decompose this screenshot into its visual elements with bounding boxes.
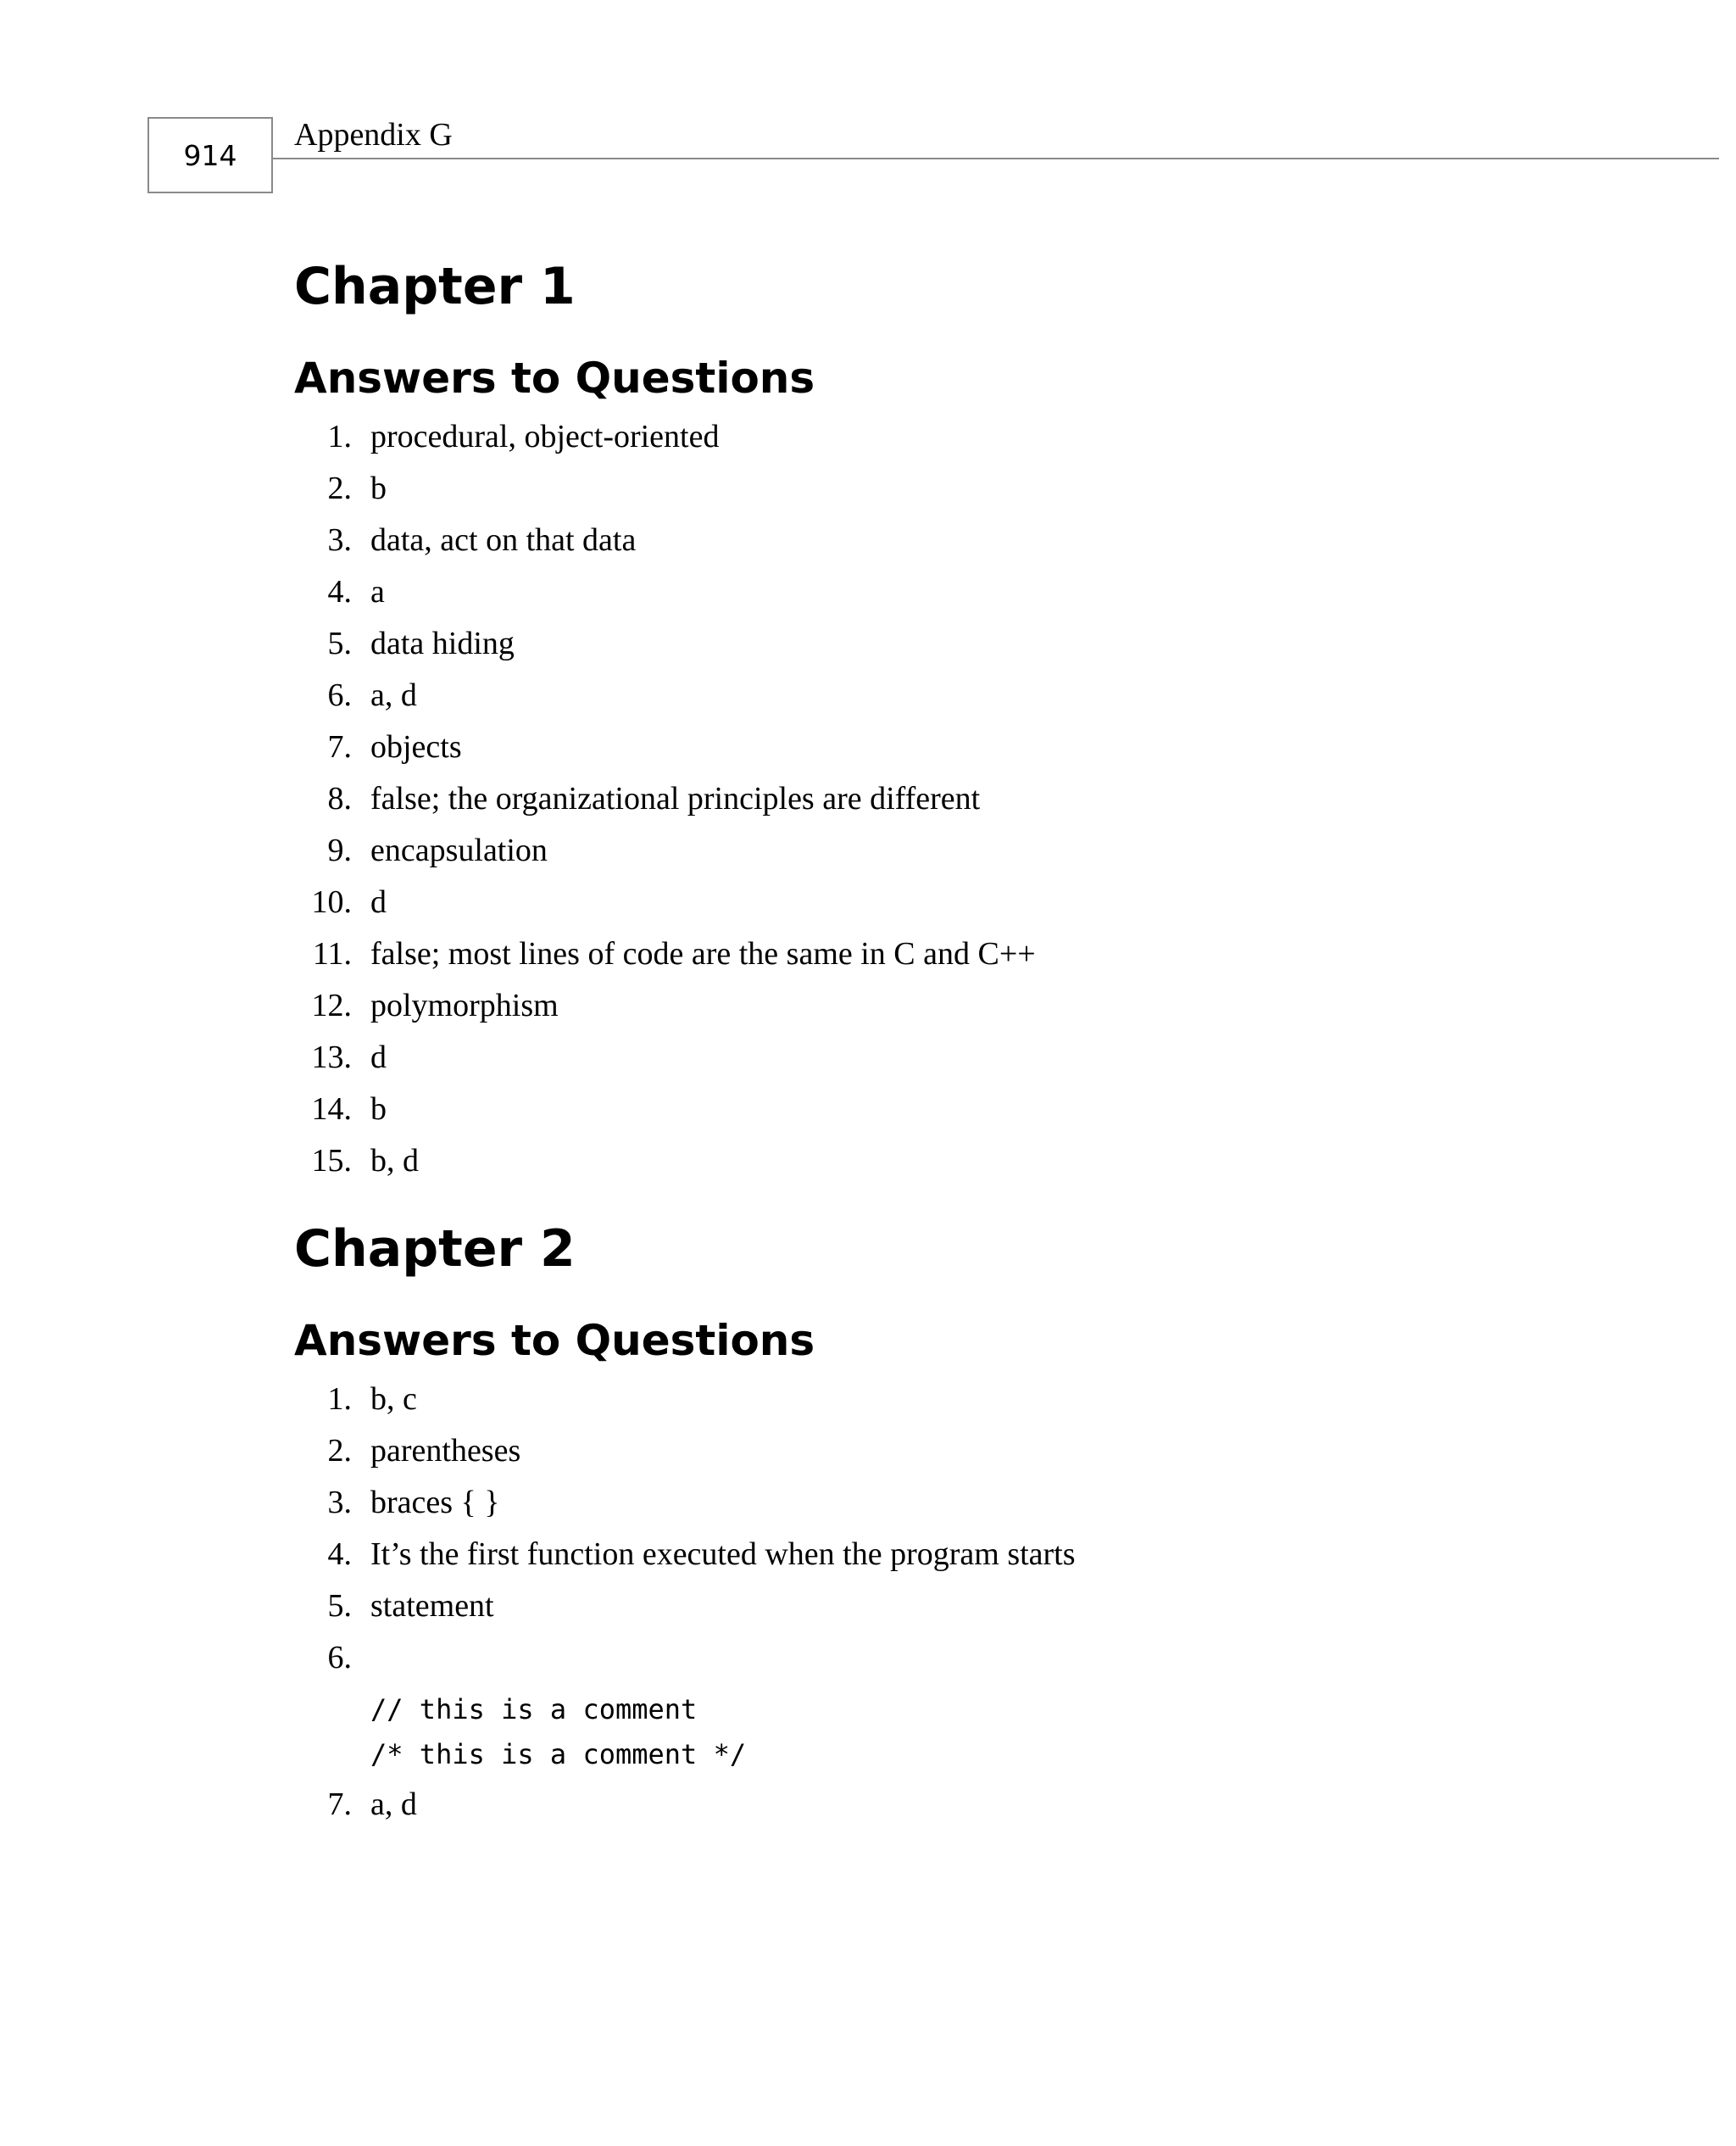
chapter-1-answer-list [294,411,1036,1187]
answer-item [294,515,1036,566]
answer-number: 8. [327,781,352,817]
answer-text: b [370,471,387,506]
answer-number: 1. [327,419,352,454]
answer-text: data, act on that data [370,522,637,558]
answer-number: 14. [311,1091,352,1127]
page-number: 914 [183,138,237,172]
answer-number: 2. [327,471,352,506]
answer-item [294,928,1036,980]
answer-number: 10. [311,884,352,920]
answer-number: 12. [311,988,352,1023]
code-sample [294,1687,1076,1777]
header-rule [273,158,1719,159]
answer-item [294,1580,1076,1632]
answer-item [294,670,1036,722]
answer-number: 15. [311,1143,352,1179]
answer-text: data hiding [370,626,515,661]
chapter-2-title: Chapter 2 [294,1219,576,1279]
answer-item [294,618,1036,670]
answer-item [294,566,1036,618]
answer-text: objects [370,729,462,765]
answer-text: parentheses [370,1433,521,1469]
answer-text: polymorphism [370,988,559,1023]
answer-number: 1. [327,1381,352,1417]
running-head: Appendix G [294,117,453,153]
answer-number: 9. [327,833,352,868]
answer-number: 5. [327,1588,352,1624]
answer-text: b [370,1091,387,1127]
answer-text: a, d [370,677,417,713]
answer-text: encapsulation [370,833,548,868]
chapter-1-title: Chapter 1 [294,257,576,316]
answer-item [294,1425,1076,1477]
answer-item [294,463,1036,515]
answer-number: 7. [327,1786,352,1822]
chapter-2-section-title: Answers to Questions [294,1316,815,1365]
answer-item [294,1032,1036,1084]
answer-item [294,1084,1036,1135]
answer-text: It’s the first function executed when the program starts [370,1536,1076,1572]
answer-text: procedural, object-oriented [370,419,720,454]
answer-number: 6. [327,677,352,713]
answer-item [294,1374,1076,1425]
answer-item [294,825,1036,877]
answer-number: 6. [327,1640,352,1675]
answer-text: statement [370,1588,494,1624]
answer-item [294,980,1036,1032]
answer-text: false; the organizational principles are different [370,781,981,817]
answer-text: b, d [370,1143,419,1179]
page-number-box [147,117,273,193]
chapter-1-section-title: Answers to Questions [294,354,815,403]
answer-text: d [370,1040,387,1075]
answer-text: d [370,884,387,920]
answer-item [294,1477,1076,1529]
answer-item [294,773,1036,825]
code-line: // this is a comment [370,1693,698,1725]
answer-item [294,722,1036,773]
answer-text: b, c [370,1381,417,1417]
answer-number: 4. [327,1536,352,1572]
answer-text: false; most lines of code are the same in C and C++ [370,936,1036,972]
chapter-2-answer-list [294,1374,1076,1831]
answer-text: a [370,574,385,610]
answer-number: 13. [311,1040,352,1075]
answer-number: 3. [327,1485,352,1520]
answer-item [294,1529,1076,1580]
answer-item [294,1779,1076,1831]
answer-number: 4. [327,574,352,610]
answer-number: 3. [327,522,352,558]
answer-number: 2. [327,1433,352,1469]
answer-text: braces { } [370,1485,500,1520]
answer-item [294,1135,1036,1187]
answer-number: 11. [312,936,352,972]
answer-item [294,877,1036,928]
answer-item [294,1632,1076,1684]
code-line: /* this is a comment */ [370,1738,747,1770]
answer-number: 7. [327,729,352,765]
answer-item [294,411,1036,463]
answer-number: 5. [327,626,352,661]
answer-text: a, d [370,1786,417,1822]
